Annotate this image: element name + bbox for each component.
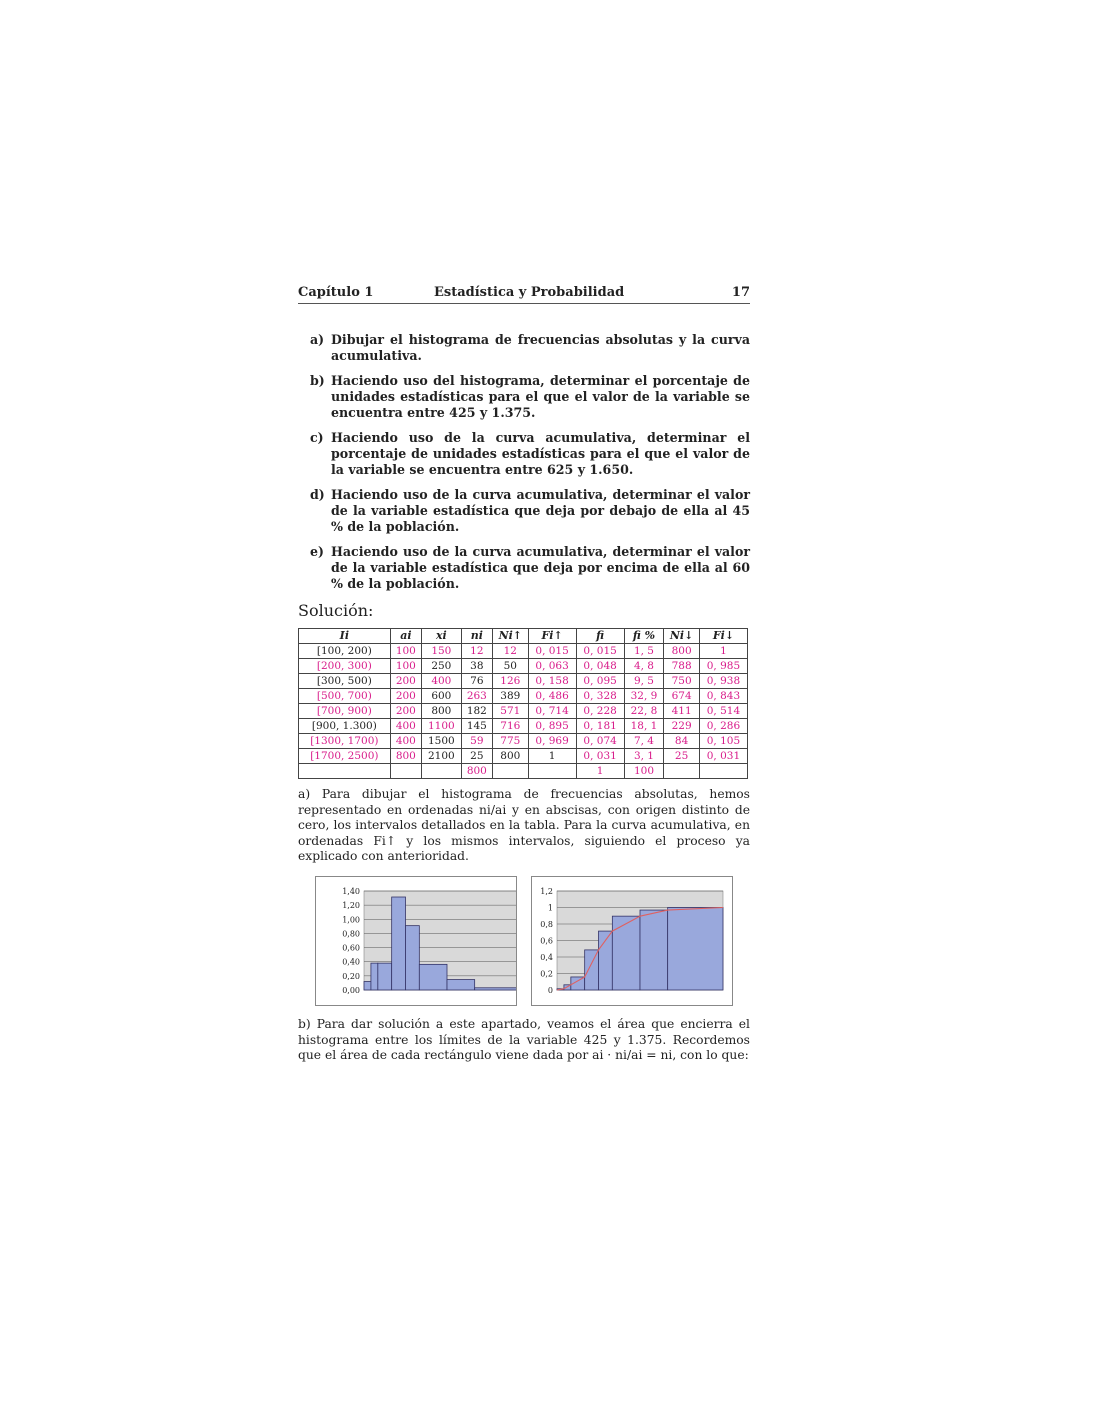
table-cell: [700, 900) [299,704,391,719]
table-cell: 750 [664,674,700,689]
table-header-row [299,629,748,644]
table-cell: [100, 200) [299,644,391,659]
table-cell: 200 [390,674,421,689]
table-cell: 229 [664,719,700,734]
table-header-cell: ni [461,629,492,644]
y-tick-label: 1,00 [342,915,360,925]
table-cell: 0, 015 [528,644,576,659]
table-total-cell [699,764,747,779]
table-cell: 150 [422,644,462,659]
table-cell: 411 [664,704,700,719]
table-total-cell [528,764,576,779]
table-cell: 0, 048 [576,659,624,674]
table-cell: 76 [461,674,492,689]
table-cell: 1, 5 [624,644,664,659]
table-row [299,674,748,689]
table-cell: 1100 [422,719,462,734]
table-cell: 0, 031 [576,749,624,764]
table-cell: 788 [664,659,700,674]
table-cell: 389 [493,689,529,704]
table-cell: 0, 985 [699,659,747,674]
item-text: Haciendo uso de la curva acumulativa, determinar el valor de la variable estadística que deja por encima de ella al 60 % de la población. [331,544,750,591]
table-total-cell: 1 [576,764,624,779]
table-row [299,644,748,659]
table-cell: 800 [390,749,421,764]
item-label: d) [310,487,325,502]
table-header-cell: Fi↑ [528,629,576,644]
table-row [299,689,748,704]
histogram-chart [315,876,517,1006]
solution-heading: Solución: [298,601,374,620]
table-cell: 0, 105 [699,734,747,749]
bar [475,988,516,990]
table-header-cell: fi % [624,629,664,644]
table-cell: 7, 4 [624,734,664,749]
table-cell: [300, 500) [299,674,391,689]
table-body [299,644,748,779]
bar [585,950,599,990]
y-tick-label: 0,8 [540,919,553,929]
table-cell: 0, 228 [576,704,624,719]
histogram-svg [316,877,516,1005]
table-cell: 0, 063 [528,659,576,674]
table-header-cell: Ni↑ [493,629,529,644]
table-row [299,734,748,749]
table-row [299,659,748,674]
item-text: Haciendo uso de la curva acumulativa, determinar el porcentaje de unidades estadísticas para el que el valor de la variable se encuentra entre 625 y 1.650. [331,430,750,477]
table-cell: [900, 1.300) [299,719,391,734]
table-header-cell: fi [576,629,624,644]
charts-row [315,876,733,1006]
bar [612,916,640,990]
table-cell: 800 [422,704,462,719]
y-tick-label: 0,2 [540,969,553,979]
table-cell: 59 [461,734,492,749]
y-tick-label: 0,6 [540,936,553,946]
table-header-cell: Ni↓ [664,629,700,644]
table-cell: 25 [664,749,700,764]
table-total-cell: 100 [624,764,664,779]
chapter-label: Capítulo 1 [298,285,374,300]
table-cell: 0, 514 [699,704,747,719]
table-cell: 0, 158 [528,674,576,689]
table-cell: 800 [664,644,700,659]
table-cell: 571 [493,704,529,719]
table-cell: 25 [461,749,492,764]
bar [640,910,668,990]
frequency-table [298,628,748,779]
bar [447,980,475,990]
bar [378,963,392,990]
table-cell: 0, 938 [699,674,747,689]
table-cell: 9, 5 [624,674,664,689]
y-tick-label: 0,20 [342,971,360,981]
table-cell: 0, 895 [528,719,576,734]
table-cell: 38 [461,659,492,674]
table-header-cell: Ii [299,629,391,644]
table-cell: 674 [664,689,700,704]
table-cell: 0, 015 [576,644,624,659]
y-tick-label: 0,40 [342,957,360,967]
table-cell: 100 [390,644,421,659]
table-row [299,719,748,734]
table-cell: 1500 [422,734,462,749]
cumulative-svg [532,877,732,1005]
table-header-cell: xi [422,629,462,644]
table-cell: [1700, 2500) [299,749,391,764]
table-cell: 775 [493,734,529,749]
item-text: Haciendo uso de la curva acumulativa, determinar el valor de la variable estadística que deja por debajo de ella al 45 % de la población. [331,487,750,534]
exercise-item [298,544,750,592]
table-total-cell [390,764,421,779]
item-text: Dibujar el histograma de frecuencias absolutas y la curva acumulativa. [331,332,750,363]
y-tick-label: 0 [547,985,553,995]
table-cell: 126 [493,674,529,689]
y-tick-label: 1,40 [342,886,360,896]
y-tick-label: 1,2 [540,886,553,896]
page-number: 17 [731,285,750,300]
table-total-cell [493,764,529,779]
table-cell: 800 [493,749,529,764]
item-label: b) [310,373,325,388]
exercise-item [298,487,750,535]
y-tick-label: 0,00 [342,985,360,995]
item-label: e) [310,544,324,559]
table-cell: 0, 181 [576,719,624,734]
y-tick-label: 0,4 [540,952,553,962]
table-cell: 12 [493,644,529,659]
table-cell: 4, 8 [624,659,664,674]
table-cell: 84 [664,734,700,749]
table-cell: 600 [422,689,462,704]
exercise-item [298,430,750,478]
paragraph-a: a) Para dibujar el histograma de frecuencias absolutas, hemos representado en ordenadas ni/ai y en abscisas, con origen distinto de cero, los intervalos detallados en la tabla. Para la curva acumulativa, en ordenadas Fi↑ y los mismos intervalos, siguiendo el proceso ya explicado con anterioridad. [298,787,750,864]
table-cell: 32, 9 [624,689,664,704]
bar [392,897,406,990]
table-cell: 400 [422,674,462,689]
table-totals-row [299,764,748,779]
table-cell: 0, 843 [699,689,747,704]
table-cell: 0, 031 [699,749,747,764]
table-cell: 716 [493,719,529,734]
table-cell: 50 [493,659,529,674]
table-total-cell [664,764,700,779]
table-cell: [500, 700) [299,689,391,704]
table-row [299,749,748,764]
exercise-item [298,373,750,421]
table-header-cell: Fi↓ [699,629,747,644]
item-label: c) [310,430,324,445]
table-total-cell [299,764,391,779]
bar [371,963,378,990]
item-label: a) [310,332,325,347]
table-cell: 0, 095 [576,674,624,689]
table-cell: 1 [528,749,576,764]
table-cell: 400 [390,734,421,749]
table-cell: 1 [699,644,747,659]
page-header [298,285,750,304]
bar [364,981,371,989]
bar [419,964,447,990]
table-cell: 0, 074 [576,734,624,749]
table-cell: 145 [461,719,492,734]
table-total-cell: 800 [461,764,492,779]
table-cell: 400 [390,719,421,734]
table-cell: 0, 969 [528,734,576,749]
table-cell: 200 [390,704,421,719]
y-tick-label: 0,80 [342,929,360,939]
table-total-cell [422,764,462,779]
table-cell: 100 [390,659,421,674]
table-cell: 3, 1 [624,749,664,764]
table-header-cell: ai [390,629,421,644]
y-tick-label: 1,20 [342,901,360,911]
bar [668,907,723,990]
table-cell: 250 [422,659,462,674]
y-tick-label: 1 [547,903,553,913]
table-cell: 0, 714 [528,704,576,719]
paragraph-b: b) Para dar solución a este apartado, veamos el área que encierra el histograma entre los límites de la variable 425 y 1.375. Recordemos que el área de cada rectángulo viene dada por ai · ni/ai = ni, con lo que: [298,1016,750,1063]
exercise-items [298,332,750,592]
table-cell: 0, 286 [699,719,747,734]
cumulative-chart [531,876,733,1006]
table-cell: 18, 1 [624,719,664,734]
table-cell: [1300, 1700) [299,734,391,749]
page [298,285,750,1064]
book-title: Estadística y Probabilidad [434,285,625,300]
bar [406,926,420,990]
table-cell: [200, 300) [299,659,391,674]
item-text: Haciendo uso del histograma, determinar el porcentaje de unidades estadísticas para el que el valor de la variable se encuentra entre 425 y 1.375. [331,373,750,420]
table-cell: 263 [461,689,492,704]
table-row [299,704,748,719]
table-cell: 0, 328 [576,689,624,704]
table-cell: 0, 486 [528,689,576,704]
y-tick-label: 0,60 [342,943,360,953]
table-cell: 182 [461,704,492,719]
exercise-item [298,332,750,364]
table-cell: 2100 [422,749,462,764]
table-cell: 12 [461,644,492,659]
table-cell: 200 [390,689,421,704]
table-cell: 22, 8 [624,704,664,719]
